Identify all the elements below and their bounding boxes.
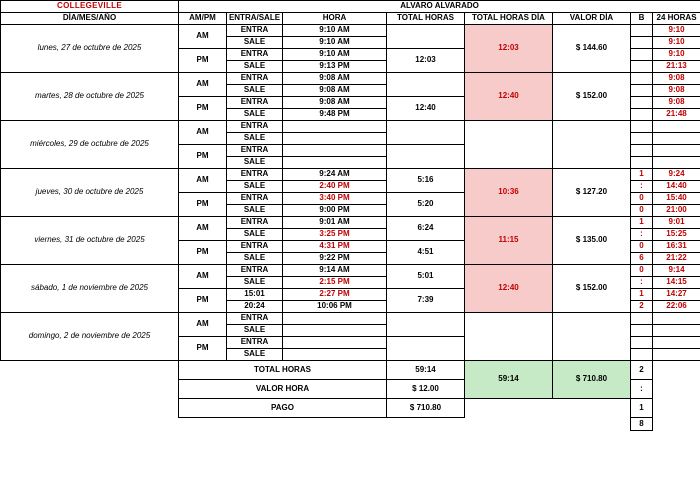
b-digit: 0 xyxy=(631,205,653,217)
sale-label: SALE xyxy=(227,61,283,73)
sale-label: SALE xyxy=(227,181,283,193)
hora-pm-sale: 9:13 PM xyxy=(283,61,387,73)
total-am xyxy=(387,73,465,97)
hora-pm-entra: 2:27 PM xyxy=(283,289,387,301)
sale-label: SALE xyxy=(227,157,283,169)
sale-label: SALE xyxy=(227,325,283,337)
hora-am-sale: 3:25 PM xyxy=(283,229,387,241)
title-row xyxy=(1,1,700,13)
sale-label: SALE xyxy=(227,349,283,361)
h24-value: 14:27 xyxy=(653,289,700,301)
header-b: B xyxy=(631,13,653,25)
hora-am-sale: 9:08 AM xyxy=(283,85,387,97)
sale-label: SALE xyxy=(227,205,283,217)
ampm-label: PM xyxy=(179,145,227,169)
entra-label: ENTRA xyxy=(227,49,283,61)
ampm-label: AM xyxy=(179,313,227,337)
total-horas-dia xyxy=(465,313,553,361)
b-digit xyxy=(631,313,653,325)
b-digit xyxy=(631,337,653,349)
header-24-horas: 24 HORAS xyxy=(653,13,700,25)
header-row xyxy=(1,13,700,25)
ampm-label: AM xyxy=(179,169,227,193)
table-row xyxy=(1,73,700,85)
day-label: domingo, 2 de noviembre de 2025 xyxy=(1,313,179,361)
b-digit: : xyxy=(631,277,653,289)
h24-value: 9:08 xyxy=(653,73,700,85)
b-digit: 1 xyxy=(631,289,653,301)
pm-sale-note: 20:24 xyxy=(227,301,283,313)
b-digit xyxy=(631,325,653,337)
h24-value xyxy=(653,313,700,325)
hora-pm-sale: 10:06 PM xyxy=(283,301,387,313)
h24-value: 14:15 xyxy=(653,277,700,289)
entra-label: ENTRA xyxy=(227,73,283,85)
header-hora: HORA xyxy=(283,13,387,25)
hora-am-entra: 9:14 AM xyxy=(283,265,387,277)
b-digit xyxy=(631,133,653,145)
h24-value: 9:10 xyxy=(653,37,700,49)
h24-value: 9:10 xyxy=(653,49,700,61)
h24-value xyxy=(653,349,700,361)
b-digit xyxy=(631,25,653,37)
hora-am-sale: 2:40 PM xyxy=(283,181,387,193)
b-digit xyxy=(631,121,653,133)
total-pm: 7:39 xyxy=(387,289,465,313)
valor-dia xyxy=(553,313,631,361)
h24-value xyxy=(653,145,700,157)
ampm-label: PM xyxy=(179,49,227,73)
hora-pm-sale xyxy=(283,349,387,361)
header-total-horas: TOTAL HORAS xyxy=(387,13,465,25)
b-digit: 0 xyxy=(631,193,653,205)
footer-spacer xyxy=(1,361,179,418)
ampm-label: PM xyxy=(179,97,227,121)
day-label: sábado, 1 de noviembre de 2025 xyxy=(1,265,179,313)
total-pm xyxy=(387,145,465,169)
total-am xyxy=(387,121,465,145)
h24-value: 21:13 xyxy=(653,61,700,73)
h24-value: 21:22 xyxy=(653,253,700,265)
table-row xyxy=(1,313,700,325)
footer-total-horas-label: TOTAL HORAS xyxy=(179,361,387,380)
day-label: martes, 28 de octubre de 2025 xyxy=(1,73,179,121)
b-digit: 0 xyxy=(631,265,653,277)
total-horas-dia xyxy=(465,121,553,169)
h24-value xyxy=(653,337,700,349)
employee-name: ALVARO ALVARADO xyxy=(179,1,700,13)
b-digit xyxy=(631,37,653,49)
ampm-label: AM xyxy=(179,217,227,241)
hora-pm-sale: 9:22 PM xyxy=(283,253,387,265)
entra-label: ENTRA xyxy=(227,169,283,181)
valor-dia: $ 144.60 xyxy=(553,25,631,73)
ampm-label: AM xyxy=(179,73,227,97)
hora-pm-entra: 4:31 PM xyxy=(283,241,387,253)
h24-value: 9:10 xyxy=(653,25,700,37)
entra-label: ENTRA xyxy=(227,145,283,157)
hora-am-sale: 2:15 PM xyxy=(283,277,387,289)
hora-pm-entra: 3:40 PM xyxy=(283,193,387,205)
b-digit: : xyxy=(631,229,653,241)
hora-pm-entra: 9:08 AM xyxy=(283,97,387,109)
footer-row-last xyxy=(1,418,700,431)
footer-spacer xyxy=(387,418,465,431)
footer-spacer xyxy=(653,418,700,431)
b-digit xyxy=(631,97,653,109)
valor-dia: $ 135.00 xyxy=(553,217,631,265)
footer-sum-amount: $ 710.80 xyxy=(553,361,631,399)
header-ampm: AM/PM xyxy=(179,13,227,25)
header-total-horas-dia: TOTAL HORAS DÍA xyxy=(465,13,553,25)
valor-dia: $ 152.00 xyxy=(553,73,631,121)
footer-empty-dia xyxy=(465,399,553,418)
footer-row-total-horas xyxy=(1,361,700,380)
h24-value: 9:08 xyxy=(653,85,700,97)
total-horas-dia: 12:40 xyxy=(465,265,553,313)
ampm-label: AM xyxy=(179,265,227,289)
footer-pago-value: $ 710.80 xyxy=(387,399,465,418)
ampm-label: AM xyxy=(179,121,227,145)
day-label: viernes, 31 de octubre de 2025 xyxy=(1,217,179,265)
sale-label: SALE xyxy=(227,133,283,145)
total-pm: 5:20 xyxy=(387,193,465,217)
entra-label: ENTRA xyxy=(227,265,283,277)
h24-value xyxy=(653,121,700,133)
h24-value xyxy=(653,133,700,145)
total-pm: 12:40 xyxy=(387,97,465,121)
footer-valor-hora-label: VALOR HORA xyxy=(179,380,387,399)
total-horas-dia: 12:03 xyxy=(465,25,553,73)
h24-value: 21:48 xyxy=(653,109,700,121)
h24-value: 16:31 xyxy=(653,241,700,253)
ampm-label: PM xyxy=(179,241,227,265)
ampm-label: AM xyxy=(179,25,227,49)
table-row xyxy=(1,169,700,181)
company-name: COLLEGEVILLE xyxy=(1,1,179,13)
footer-b-digit: 1 xyxy=(631,399,653,418)
hora-pm-entra xyxy=(283,145,387,157)
valor-dia xyxy=(553,121,631,169)
hora-am-entra: 9:01 AM xyxy=(283,217,387,229)
header-entra-sale: ENTRA/SALE xyxy=(227,13,283,25)
total-pm: 4:51 xyxy=(387,241,465,265)
footer-empty-24h xyxy=(653,361,700,380)
hora-pm-sale xyxy=(283,157,387,169)
hora-am-sale: 9:10 AM xyxy=(283,37,387,49)
hora-pm-entra xyxy=(283,337,387,349)
entra-label: ENTRA xyxy=(227,193,283,205)
b-digit: 1 xyxy=(631,217,653,229)
footer-b-digit: : xyxy=(631,380,653,399)
day-label: miércoles, 29 de octubre de 2025 xyxy=(1,121,179,169)
total-horas-dia: 11:15 xyxy=(465,217,553,265)
sale-label: SALE xyxy=(227,85,283,97)
h24-value: 15:25 xyxy=(653,229,700,241)
header-fecha: DÍA/MES/AÑO xyxy=(1,13,179,25)
footer-empty-24h xyxy=(653,399,700,418)
entra-label: ENTRA xyxy=(227,337,283,349)
b-digit xyxy=(631,349,653,361)
b-digit: : xyxy=(631,181,653,193)
hora-pm-entra: 9:10 AM xyxy=(283,49,387,61)
h24-value: 9:08 xyxy=(653,97,700,109)
footer-total-horas-value: 59:14 xyxy=(387,361,465,380)
h24-value: 9:01 xyxy=(653,217,700,229)
hora-am-entra: 9:08 AM xyxy=(283,73,387,85)
hora-pm-sale: 9:48 PM xyxy=(283,109,387,121)
h24-value: 9:24 xyxy=(653,169,700,181)
valor-dia: $ 127.20 xyxy=(553,169,631,217)
day-label: lunes, 27 de octubre de 2025 xyxy=(1,25,179,73)
table-row xyxy=(1,121,700,133)
b-digit xyxy=(631,145,653,157)
sale-label: SALE xyxy=(227,229,283,241)
ampm-label: PM xyxy=(179,337,227,361)
footer-b-digit: 2 xyxy=(631,361,653,380)
entra-label: ENTRA xyxy=(227,217,283,229)
footer-pago-label: PAGO xyxy=(179,399,387,418)
hora-am-entra xyxy=(283,121,387,133)
h24-value xyxy=(653,157,700,169)
total-am: 5:16 xyxy=(387,169,465,193)
hora-am-entra xyxy=(283,313,387,325)
total-am: 6:24 xyxy=(387,217,465,241)
h24-value xyxy=(653,325,700,337)
footer-spacer xyxy=(465,418,553,431)
b-digit xyxy=(631,109,653,121)
sale-label: SALE xyxy=(227,37,283,49)
total-am xyxy=(387,313,465,337)
table-row xyxy=(1,25,700,37)
footer-valor-hora-value: $ 12.00 xyxy=(387,380,465,399)
day-label: jueves, 30 de octubre de 2025 xyxy=(1,169,179,217)
footer-empty-24h xyxy=(653,380,700,399)
footer-sum-hours: 59:14 xyxy=(465,361,553,399)
h24-value: 15:40 xyxy=(653,193,700,205)
hora-pm-sale: 9:00 PM xyxy=(283,205,387,217)
total-horas-dia: 10:36 xyxy=(465,169,553,217)
pm-entra-note: 15:01 xyxy=(227,289,283,301)
hora-am-entra: 9:10 AM xyxy=(283,25,387,37)
h24-value: 14:40 xyxy=(653,181,700,193)
header-valor-dia: VALOR DÍA xyxy=(553,13,631,25)
b-digit: 1 xyxy=(631,169,653,181)
entra-label: ENTRA xyxy=(227,25,283,37)
b-digit: 6 xyxy=(631,253,653,265)
hora-am-sale xyxy=(283,325,387,337)
footer-empty-valor xyxy=(553,399,631,418)
sale-label: SALE xyxy=(227,253,283,265)
ampm-label: PM xyxy=(179,193,227,217)
b-digit: 2 xyxy=(631,301,653,313)
table-row xyxy=(1,217,700,229)
hora-am-sale xyxy=(283,133,387,145)
h24-value: 21:00 xyxy=(653,205,700,217)
total-horas-dia: 12:40 xyxy=(465,73,553,121)
ampm-label: PM xyxy=(179,289,227,313)
b-digit xyxy=(631,49,653,61)
valor-dia: $ 152.00 xyxy=(553,265,631,313)
b-digit xyxy=(631,85,653,97)
total-pm xyxy=(387,337,465,361)
sale-label: SALE xyxy=(227,109,283,121)
footer-spacer xyxy=(179,418,387,431)
total-pm: 12:03 xyxy=(387,49,465,73)
b-digit xyxy=(631,157,653,169)
b-digit xyxy=(631,61,653,73)
entra-label: ENTRA xyxy=(227,313,283,325)
footer-spacer xyxy=(1,418,179,431)
footer-b-digit: 8 xyxy=(631,418,653,431)
total-am xyxy=(387,25,465,49)
b-digit xyxy=(631,73,653,85)
h24-value: 22:06 xyxy=(653,301,700,313)
table-row xyxy=(1,265,700,277)
total-am: 5:01 xyxy=(387,265,465,289)
footer-spacer xyxy=(553,418,631,431)
h24-value: 9:14 xyxy=(653,265,700,277)
b-digit: 0 xyxy=(631,241,653,253)
entra-label: ENTRA xyxy=(227,97,283,109)
entra-label: ENTRA xyxy=(227,121,283,133)
sale-label: SALE xyxy=(227,277,283,289)
entra-label: ENTRA xyxy=(227,241,283,253)
hora-am-entra: 9:24 AM xyxy=(283,169,387,181)
